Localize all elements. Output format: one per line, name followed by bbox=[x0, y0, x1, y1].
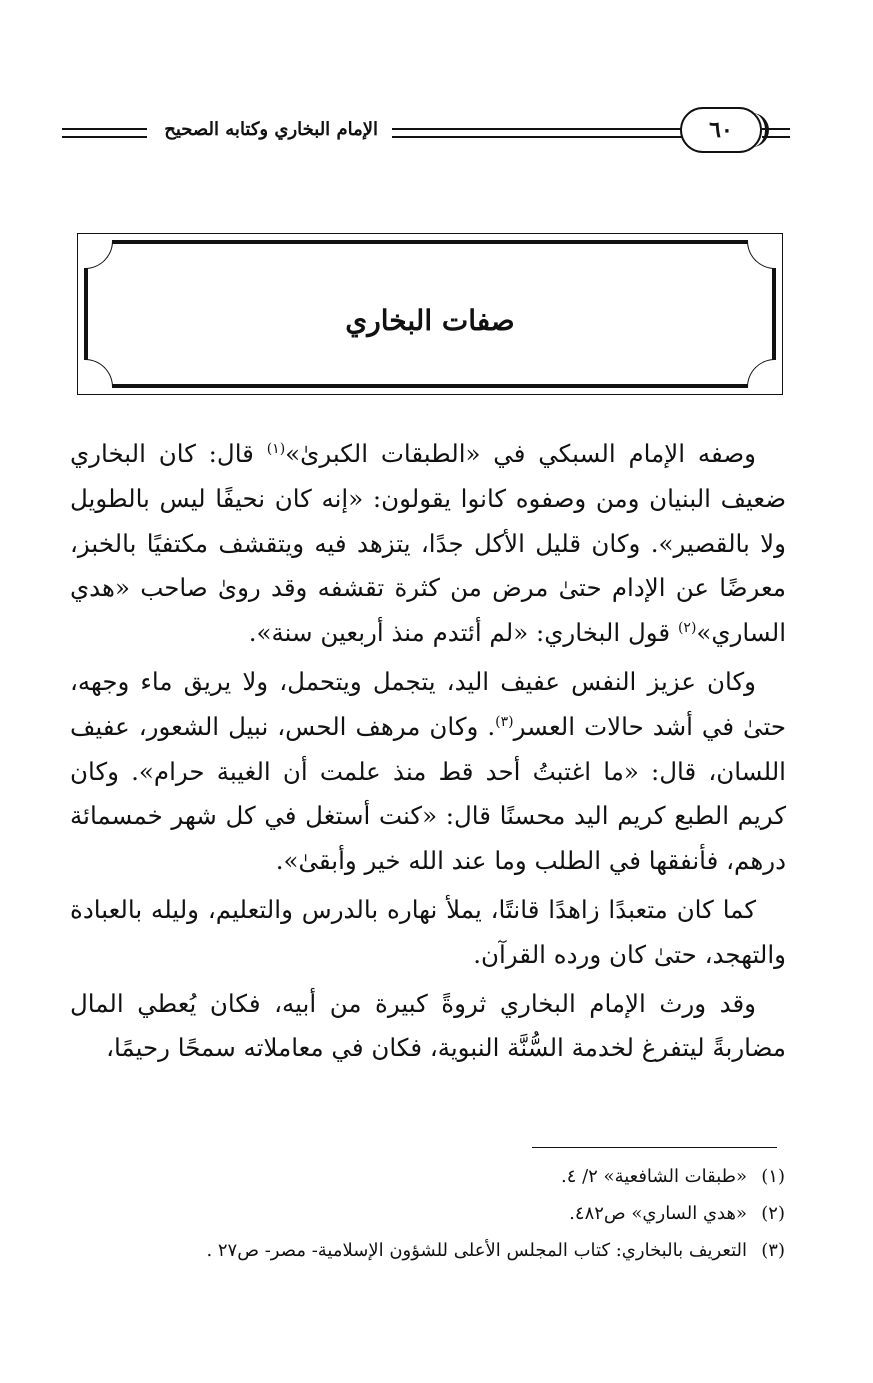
paragraph-text: وصفه الإمام السبكي في «الطبقات الكبرىٰ» bbox=[285, 439, 756, 468]
page-number: ٦٠ bbox=[680, 107, 762, 153]
section-title: صفات البخاري bbox=[345, 304, 515, 337]
paragraph bbox=[70, 660, 786, 884]
frame-corner-ornament bbox=[84, 240, 113, 269]
footnote-number: (٣) bbox=[761, 1240, 785, 1261]
footnote-text: «طبقات الشافعية» ٢/ ٤. bbox=[560, 1166, 747, 1187]
paragraph-text: قال: كان البخاري ضعيف البنيان ومن وصفوه كانوا يقولون: «إنه كان نحيفًا ليس بالطويل ولا بالقصير». وكان قليل الأكل جدًا، يتزهد فيه ويتقشف مكتفيًا بالخبز، معرضًا عن الإدام حتىٰ مرض من كثرة تقشفه وقد روىٰ صاحب «هدي الساري» bbox=[70, 439, 786, 648]
footnote-item bbox=[60, 1232, 785, 1269]
footnote-number: (٢) bbox=[761, 1203, 785, 1224]
section-title-frame bbox=[77, 233, 783, 395]
footnote-item bbox=[60, 1195, 785, 1232]
footnote-number: (١) bbox=[761, 1166, 785, 1187]
section-title-inner-border bbox=[84, 240, 776, 388]
footnote-ref[interactable]: (١) bbox=[266, 440, 286, 457]
footnote-item bbox=[60, 1158, 785, 1195]
paragraph: كما كان متعبدًا زاهدًا قانتًا، يملأ نهاره بالدرس والتعليم، وليله بالعبادة والتهجد، حتىٰ كان ورده القرآن. bbox=[70, 894, 786, 969]
header-rule-middle bbox=[392, 128, 682, 138]
frame-corner-ornament bbox=[747, 359, 776, 388]
paragraph-text: . وكان مرهف الحس، نبيل الشعور، عفيف اللسان، قال: «ما اغتبتُ أحد قط منذ علمت أن الغيبة حرام». وكان كريم الطبع كريم اليد محسنًا قال: «كنت أستغل في كل شهر خمسمائة درهم، فأنفقها في الطلب وما عند الله خير وأبقىٰ». bbox=[70, 711, 786, 876]
paragraph bbox=[70, 432, 786, 656]
frame-corner-ornament bbox=[84, 359, 113, 388]
running-header bbox=[40, 105, 790, 157]
footnote-text: «هدي الساري» ص٤٨٢. bbox=[569, 1203, 747, 1224]
header-rule-right bbox=[762, 128, 790, 138]
running-title: الإمام البخاري وكتابه الصحيح bbox=[164, 119, 378, 140]
body-text bbox=[70, 432, 786, 1075]
paragraph: وقد ورث الإمام البخاري ثروةً كبيرة من أبيه، فكان يُعطي المال مضاربةً ليتفرغ لخدمة السُّنَّة النبوية، فكان في معاملاته سمحًا رحيمًا، bbox=[70, 988, 786, 1063]
paragraph-text: وكان عزيز النفس عفيف اليد، يتجمل ويتحمل، ولا يريق ماء وجهه، حتىٰ في أشد حالات العسر bbox=[70, 666, 786, 741]
frame-corner-ornament bbox=[747, 240, 776, 269]
paragraph-text: قول البخاري: «لم أئتدم منذ أربعين سنة». bbox=[248, 618, 678, 648]
footnotes bbox=[60, 1158, 785, 1269]
footnote-ref[interactable]: (٣) bbox=[495, 713, 514, 730]
footnote-text: التعريف بالبخاري: كتاب المجلس الأعلى للشؤون الإسلامية- مصر- ص٢٧ . bbox=[206, 1240, 747, 1261]
footnote-ref[interactable]: (٢) bbox=[677, 620, 697, 637]
footnote-separator bbox=[532, 1147, 777, 1148]
header-rule-left bbox=[62, 128, 147, 138]
